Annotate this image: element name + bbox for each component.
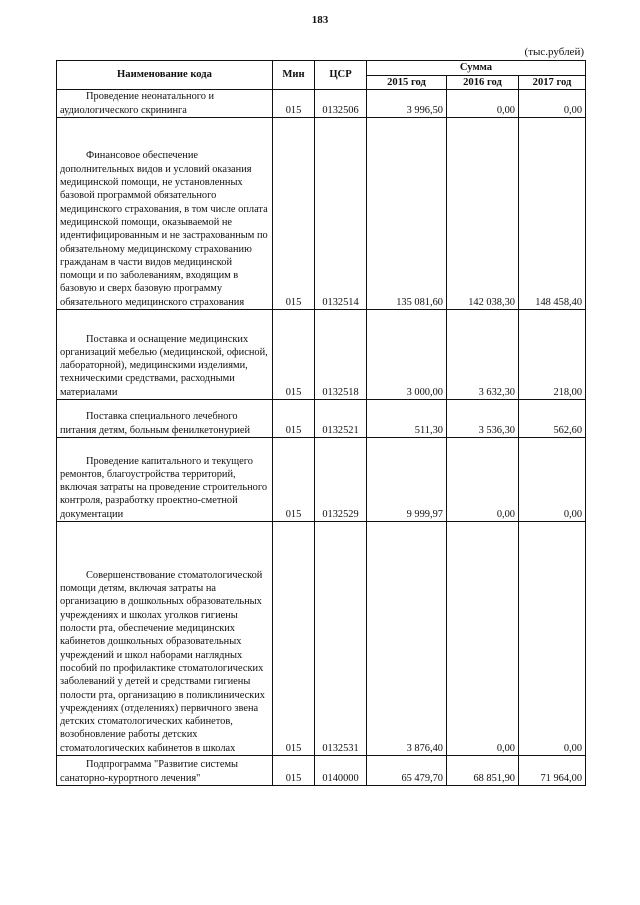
row-2015: 135 081,60 — [367, 118, 447, 310]
row-2017: 71 964,00 — [519, 756, 586, 786]
row-2016: 0,00 — [447, 90, 519, 118]
row-name: Проведение капитального и текущего ремонтов, благоустройства территорий, включая затраты на проведение строительного контроля, разработку проектно-сметной документации — [57, 438, 273, 522]
row-min: 015 — [273, 438, 315, 522]
row-2016: 3 536,30 — [447, 400, 519, 438]
row-csr: 0132529 — [315, 438, 367, 522]
table-row — [57, 756, 586, 786]
header-2015: 2015 год — [367, 75, 447, 90]
row-2016: 0,00 — [447, 522, 519, 756]
row-name: Поставка и оснащение медицинских организаций мебелью (медицинской, офисной, лабораторной), медицинскими изделиями, техническими средствами, расходными материалами — [57, 310, 273, 400]
row-2017: 562,60 — [519, 400, 586, 438]
row-csr: 0132531 — [315, 522, 367, 756]
row-2017: 0,00 — [519, 438, 586, 522]
row-csr: 0132521 — [315, 400, 367, 438]
row-csr: 0132514 — [315, 118, 367, 310]
row-min: 015 — [273, 756, 315, 786]
table-row — [57, 438, 586, 522]
table-row — [57, 400, 586, 438]
row-name: Совершенствование стоматологической помощи детям, включая затраты на организацию в дошкольных образовательных учреждениях и школах уголков гигиены полости рта, обеспечение медицинских кабинетов дошкольных образовательных учреждений и школ наборами наглядных пособий по профилактике стоматологических заболеваний у детей и средствами гигиены полости рта, организацию в поликлинических учреждениях (отделениях) первичного звена детских стоматологических кабинетов, возобновление работы детских стоматологических кабинетов в школах — [57, 522, 273, 756]
header-min: Мин — [273, 61, 315, 90]
row-2015: 3 000,00 — [367, 310, 447, 400]
header-2016: 2016 год — [447, 75, 519, 90]
row-min: 015 — [273, 400, 315, 438]
row-2017: 0,00 — [519, 90, 586, 118]
header-name: Наименование кода — [57, 61, 273, 90]
row-2017: 148 458,40 — [519, 118, 586, 310]
units-label: (тыс.рублей) — [524, 46, 584, 58]
row-2015: 511,30 — [367, 400, 447, 438]
row-min: 015 — [273, 90, 315, 118]
row-2015: 9 999,97 — [367, 438, 447, 522]
row-min: 015 — [273, 310, 315, 400]
row-name: Финансовое обеспечение дополнительных видов и условий оказания медицинской помощи, не установленных базовой программой обязательного медицинского страхования, в том числе оплата медицинской помощи, оказываемой не идентифицированным и не застрахованным по обязательному медицинскому страхованию гражданам в части видов медицинской помощи и по заболеваниям, входящим в базовую и сверх базовую программу обязательного медицинского страхования — [57, 118, 273, 310]
table-row — [57, 310, 586, 400]
row-name: Подпрограмма "Развитие системы санаторно-курортного лечения" — [57, 756, 273, 786]
row-name: Проведение неонатального и аудиологического скрининга — [57, 90, 273, 118]
row-csr: 0132506 — [315, 90, 367, 118]
row-2016: 0,00 — [447, 438, 519, 522]
table-row — [57, 118, 586, 310]
row-2017: 0,00 — [519, 522, 586, 756]
page-number: 183 — [311, 14, 329, 26]
row-min: 015 — [273, 118, 315, 310]
header-csr: ЦСР — [315, 61, 367, 90]
table-row — [57, 522, 586, 756]
row-2015: 3 996,50 — [367, 90, 447, 118]
row-2015: 65 479,70 — [367, 756, 447, 786]
row-2016: 68 851,90 — [447, 756, 519, 786]
table-row — [57, 90, 586, 118]
header-sum: Сумма — [367, 61, 586, 76]
row-min: 015 — [273, 522, 315, 756]
row-2016: 3 632,30 — [447, 310, 519, 400]
row-2017: 218,00 — [519, 310, 586, 400]
row-2015: 3 876,40 — [367, 522, 447, 756]
row-2016: 142 038,30 — [447, 118, 519, 310]
header-2017: 2017 год — [519, 75, 586, 90]
row-csr: 0132518 — [315, 310, 367, 400]
budget-table — [56, 60, 586, 786]
row-name: Поставка специального лечебного питания детям, больным фенилкетонурией — [57, 400, 273, 438]
row-csr: 0140000 — [315, 756, 367, 786]
